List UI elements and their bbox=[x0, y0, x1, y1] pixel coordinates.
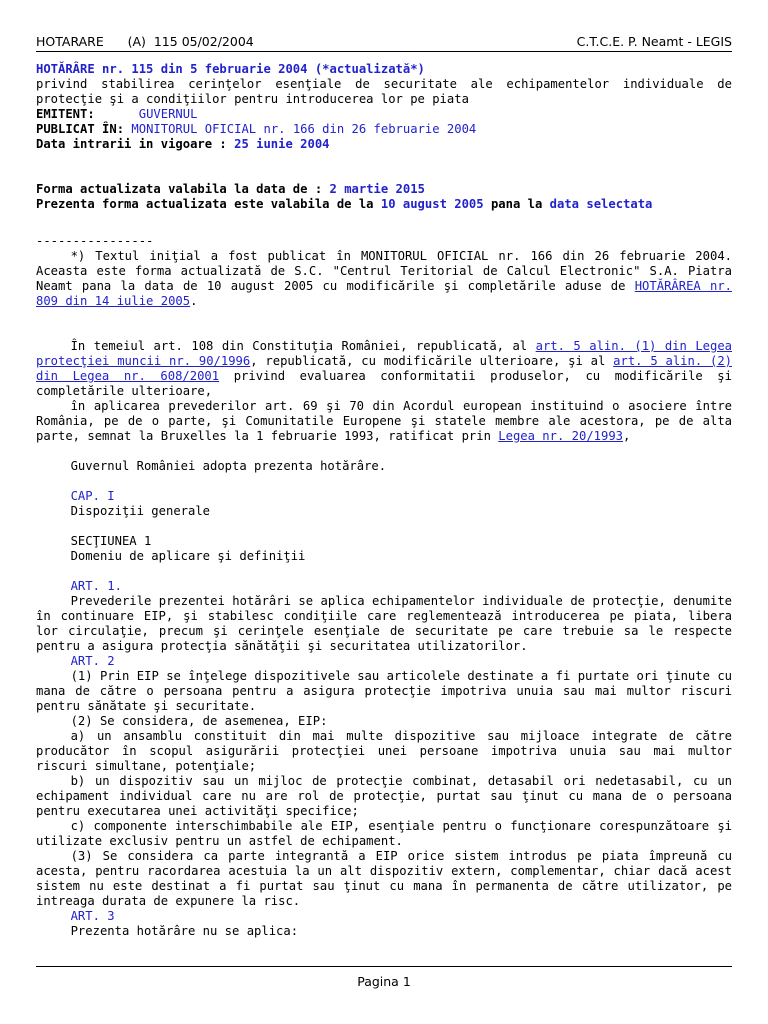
art1-label-link[interactable]: ART. 1. bbox=[70, 579, 122, 593]
header-rule bbox=[36, 51, 732, 52]
art3-label-link[interactable]: ART. 3 bbox=[70, 909, 115, 923]
separator: ---------------- bbox=[36, 234, 154, 248]
temeiul-paragraph bbox=[36, 339, 732, 399]
emitent-label: EMITENT: bbox=[36, 107, 95, 121]
prezenta-mid: pana la bbox=[490, 197, 543, 211]
chapter-title: Dispoziţii generale bbox=[70, 504, 211, 518]
prezenta-text: Prezenta forma actualizata este valabila de la bbox=[36, 197, 374, 211]
forma-line bbox=[36, 182, 732, 197]
intrare-value: 25 iunie 2004 bbox=[234, 137, 330, 151]
note-text: *) Textul iniţial a fost publicat în MONITORUL OFICIAL nr. 166 din 26 februarie 2004. Aceasta este forma actualizată de S.C. "Centrul Teritorial de Calcul Electronic" S.A. Piatra Neamt pana la data de 10 august 2005 cu modificările şi completările aduse de bbox=[36, 249, 732, 293]
art1-text: Prevederile prezentei hotărâri se aplica echipamentelor individuale de protecţie, denumite în continuare EIP, şi stabilesc condiţiile care reglementează introducerea pe piata, libera lor circulaţie, precum şi cerinţele esenţiale de securitate pe care trebuie sa le respecte pentru a asigura protecţia sănătăţii şi securitatea utilizatorilor. bbox=[36, 594, 732, 653]
document-title: HOTĂRÂRE nr. 115 din 5 februarie 2004 (*actualizată*) bbox=[36, 62, 425, 76]
art2-paragraph-3: (3) Se considera ca parte integrantă a EIP orice sistem introdus pe piata împreună cu acesta, pentru racordarea acestuia la un alt dispozitiv extern, complementar, chiar dacă acest sistem nu este destinat a fi purtat sau ţinut cu mana în permanenta de către utilizator, pe intreaga durata de expunere la risc. bbox=[36, 849, 732, 908]
data-selectata-link[interactable]: data selectata bbox=[549, 197, 653, 211]
page-header bbox=[36, 34, 732, 50]
aplicarea-text: în aplicarea prevederilor art. 69 şi 70 din Acordul european instituind o asociere între România, pe de o parte, şi Comunitatile Europene şi statele membre ale acestora, pe de alta parte, semnat la Bruxelles la 1 februarie 1993, ratificat prin bbox=[36, 399, 732, 443]
guvernul-adopta: Guvernul României adopta prezenta hotărâre. bbox=[70, 459, 387, 473]
forma-value: 2 martie 2015 bbox=[329, 182, 425, 196]
intrare-line bbox=[36, 137, 732, 152]
art2-item-c: c) componente interschimbabile ale EIP, esenţiale pentru o funcţionare corespunzătoare şi utilizate exclusiv pentru un astfel de echipament. bbox=[36, 819, 732, 848]
publicat-value: MONITORUL OFICIAL nr. 166 din 26 februarie 2004 bbox=[131, 122, 477, 136]
intrare-label: Data intrarii in vigoare : bbox=[36, 137, 227, 151]
prezenta-date: 10 august 2005 bbox=[380, 197, 484, 211]
art3-text: Prezenta hotărâre nu se aplica: bbox=[70, 924, 299, 938]
aplicarea-paragraph: în aplicarea prevederilor art. 69 şi 70 din Acordul european instituind o asociere între România, pe de o parte, şi Comunitatile Europene şi statele membre ale acestora, pe de alta parte, semnat la Bruxelles la 1 februarie 1993, ratificat prin Legea nr. 20/1993, bbox=[36, 399, 732, 443]
temeiul-text-b: , republicată, cu modificările ulterioare, şi al bbox=[250, 354, 606, 368]
emitent-line bbox=[36, 107, 732, 122]
section-label: SECŢIUNEA 1 bbox=[70, 534, 152, 548]
art2-item-b: b) un dispozitiv sau un mijloc de protecţie combinat, detasabil ori nedetasabil, cu un echipament individual care nu are rol de protecţie, purtat sau ţinut cu mana de o persoana pentru executarea unei activităţi specifice; bbox=[36, 774, 732, 818]
header-publisher: C.T.C.E. P. Neamt - LEGIS bbox=[576, 34, 732, 49]
forma-label: Forma actualizata valabila la data de : bbox=[36, 182, 323, 196]
chapter-label-link[interactable]: CAP. I bbox=[70, 489, 115, 503]
legea-90-1996-link[interactable]: art. 5 alin. (1) din Legea protecţiei muncii nr. 90/1996 bbox=[36, 339, 733, 368]
legea-20-1993-link[interactable]: Legea nr. 20/1993 bbox=[498, 429, 624, 443]
document-subtitle: privind stabilirea cerinţelor esenţiale de securitate ale echipamentelor individuale de protecţie şi a condiţiilor pentru introducerea lor pe piata bbox=[36, 77, 732, 106]
initial-text-note: *) Textul iniţial a fost publicat în MONITORUL OFICIAL nr. 166 din 26 februarie 2004. Aceasta este forma actualizată de S.C. "Centrul Teritorial de Calcul Electronic" S.A. Piatra Neamt pana la data de 10 august 2005 cu modificările şi completările aduse de HOTĂRÂREA nr. 809 din 14 iulie 2005. bbox=[36, 249, 732, 308]
temeiul-text-a: În temeiul art. 108 din Constituţia României, republicată, al bbox=[70, 339, 528, 353]
page-number: Pagina 1 bbox=[357, 974, 411, 989]
publicat-line bbox=[36, 122, 732, 137]
publicat-label: PUBLICAT ÎN: bbox=[36, 122, 125, 136]
art2-label-link[interactable]: ART. 2 bbox=[70, 654, 115, 668]
header-act-reference: HOTARARE (A) 115 05/02/2004 bbox=[36, 34, 254, 49]
prezenta-line bbox=[36, 197, 732, 212]
temeiul-text-c: privind evaluarea conformitatii produselor, cu modificările şi completările ulterioare, bbox=[36, 369, 732, 398]
art2-paragraph-2: (2) Se considera, de asemenea, EIP: bbox=[70, 714, 328, 728]
hotararea-809-link[interactable]: HOTĂRÂREA nr. 809 din 14 iulie 2005 bbox=[36, 279, 732, 308]
footer-rule bbox=[36, 966, 732, 967]
legea-608-2001-link[interactable]: art. 5 alin. (2) din Legea nr. 608/2001 bbox=[36, 354, 732, 383]
art2-paragraph-1: (1) Prin EIP se înţelege dispozitivele sau articolele destinate a fi purtate ori ţinute cu mana de către o persoana pentru a asigura protecţie impotriva unuia sau mai multor riscuri pentru sănătate şi securitate. bbox=[36, 669, 732, 713]
document-body bbox=[36, 62, 732, 939]
section-title: Domeniu de aplicare şi definiţii bbox=[70, 549, 306, 563]
art2-item-a: a) un ansamblu constituit din mai multe dispozitive sau mijloace integrate de către producător în scopul asigurării protecţiei unei persoane impotriva unuia sau mai multor riscuri simultane, potenţiale; bbox=[36, 729, 732, 773]
emitent-value: GUVERNUL bbox=[138, 107, 198, 121]
